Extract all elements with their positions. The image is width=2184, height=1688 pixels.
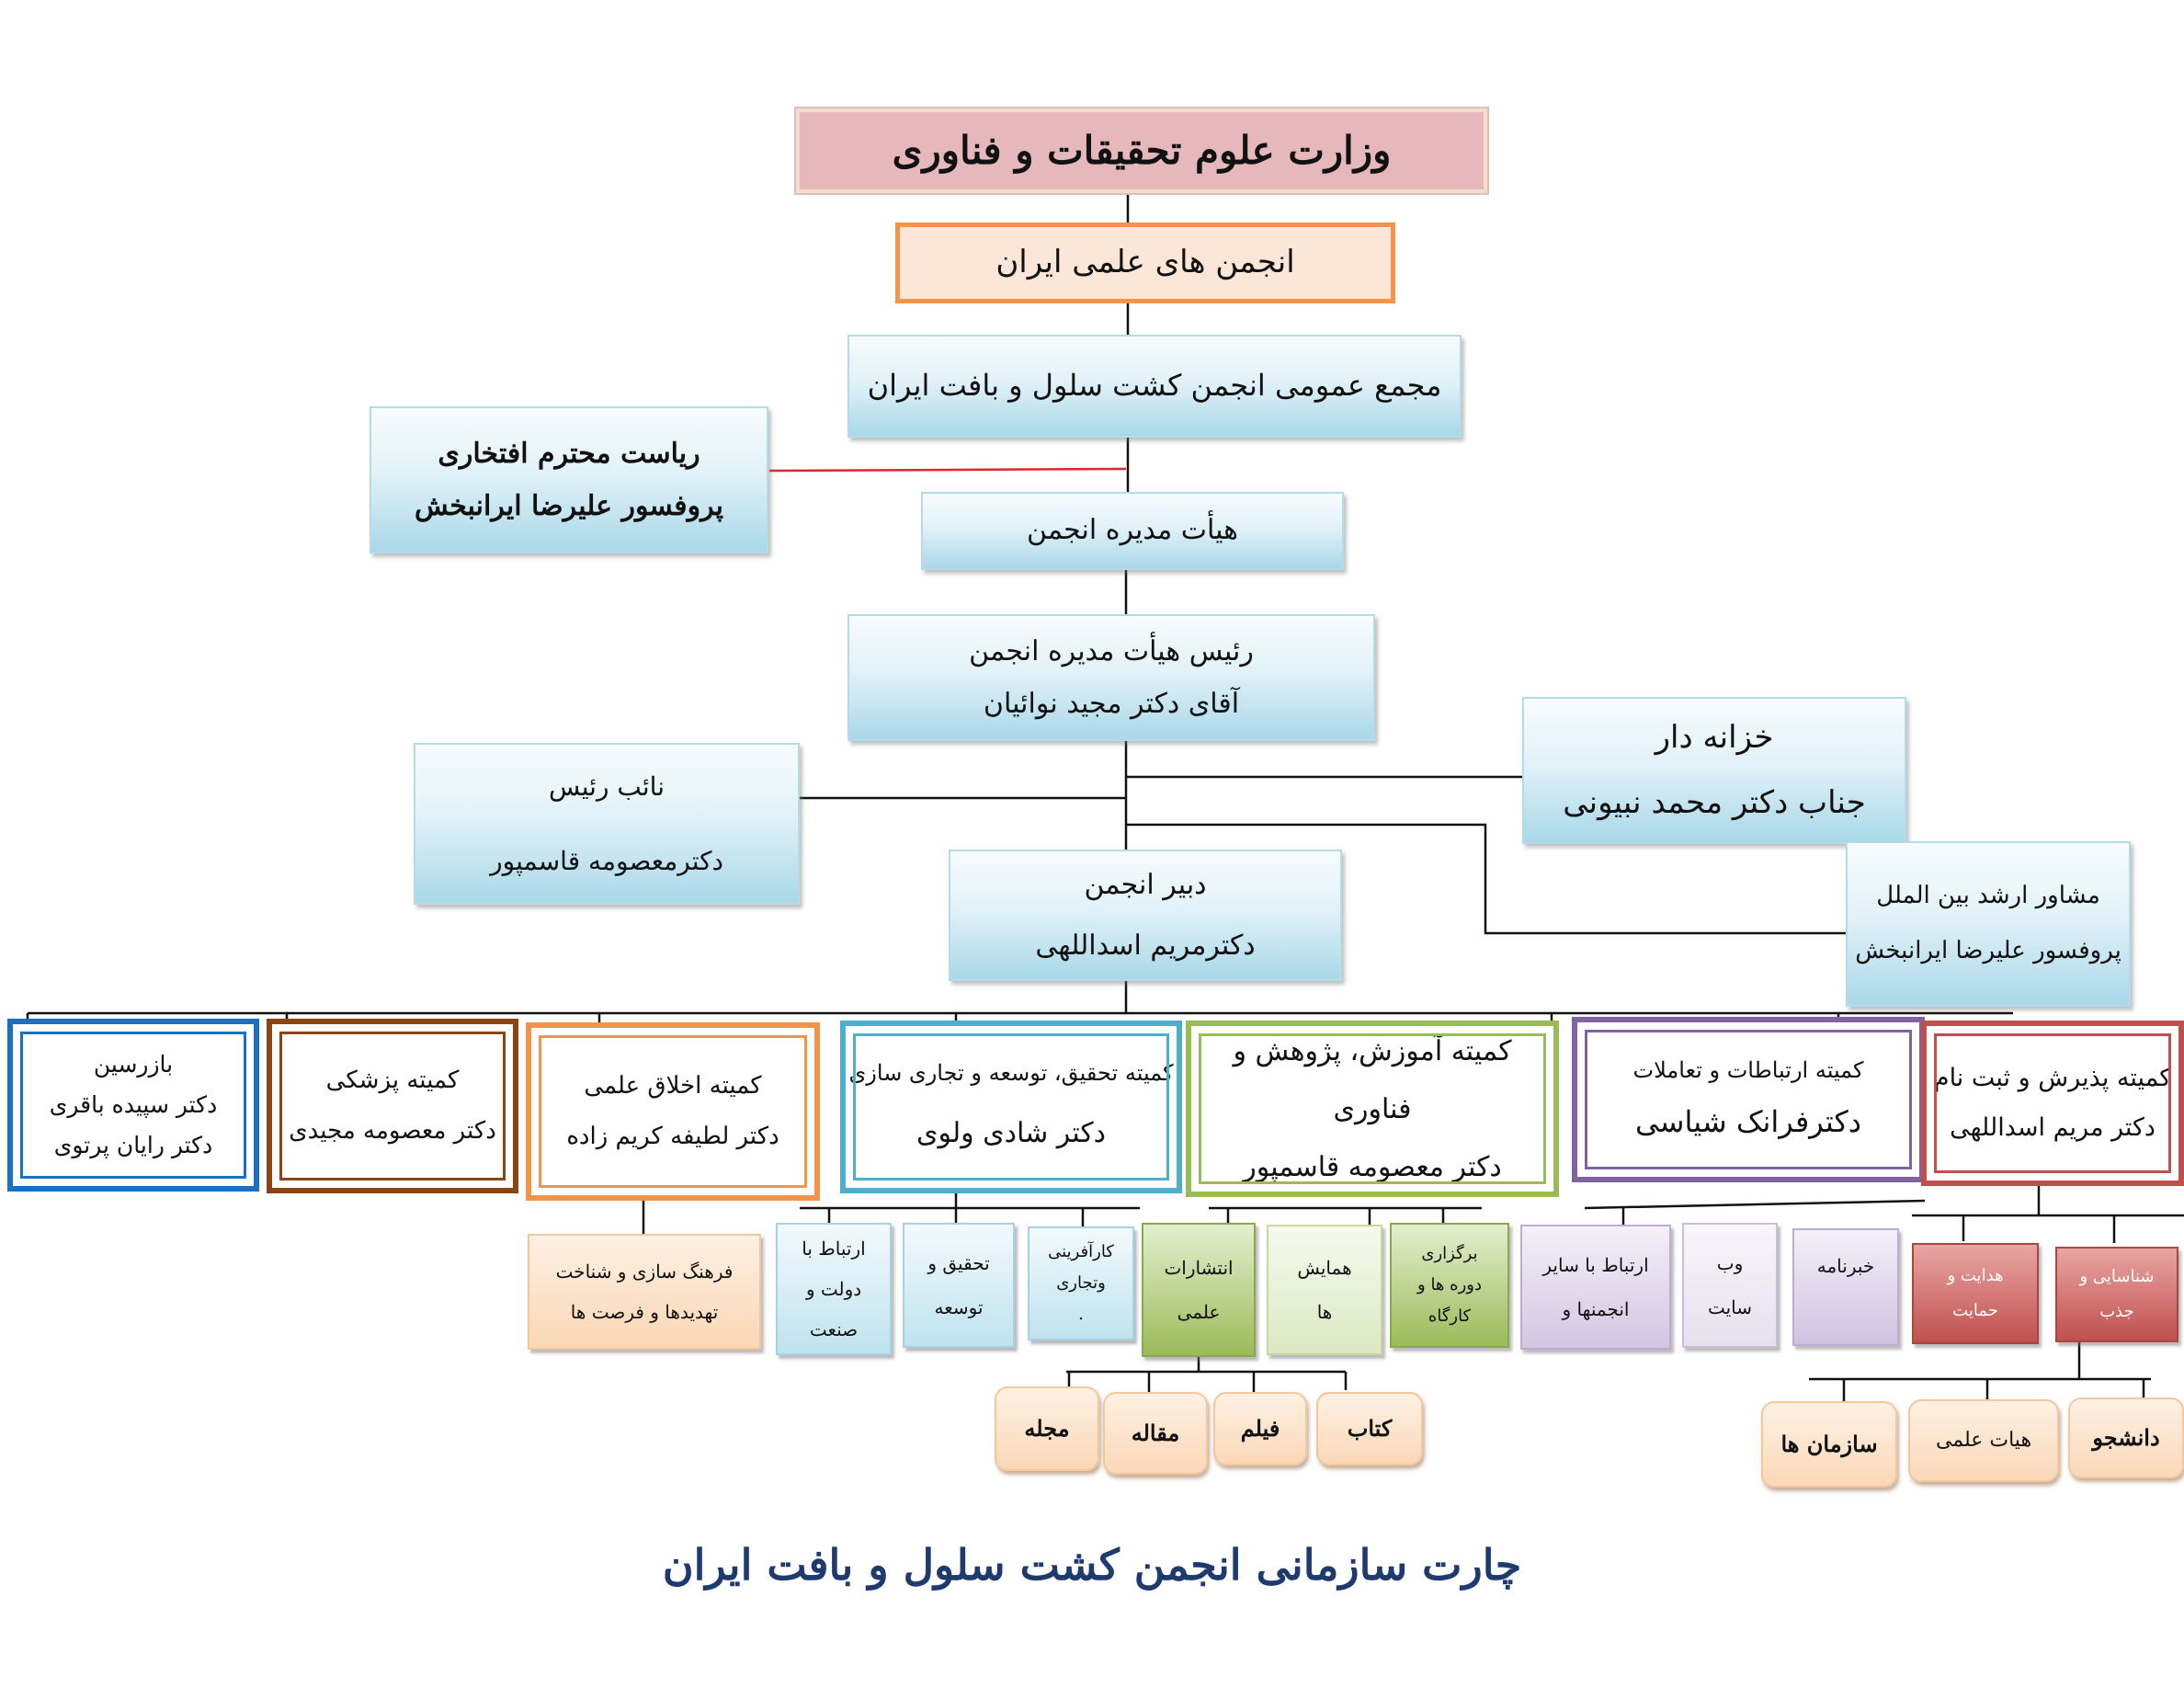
culture-line-1: فرهنگ سازی و شناخت: [555, 1260, 734, 1283]
honorary-president-box: [370, 406, 768, 553]
committee-ethics: [526, 1022, 820, 1201]
gov-line-2: دولت و: [805, 1278, 862, 1300]
ministry-label: وزارت علوم تحقیقات و فناوری: [892, 127, 1392, 173]
advisor-box: [1846, 841, 2131, 1007]
ethics-head: دکتر لطیفه کریم زاده: [566, 1123, 779, 1150]
subunit-guidance: [1912, 1243, 2039, 1344]
journal-label: مجله: [1024, 1414, 1070, 1442]
treasurer-box: [1522, 697, 1906, 844]
pill-faculty: [1908, 1399, 2059, 1482]
committee-communications: [1572, 1017, 1925, 1182]
pill-organizations: [1761, 1401, 1897, 1488]
subunit-rnd: [903, 1223, 1015, 1348]
rnd-line-1: تحقیق و: [927, 1252, 990, 1274]
general-assembly-box: [847, 335, 1462, 438]
vice-president-box: [414, 743, 800, 905]
secretary-box: [949, 850, 1342, 981]
gov-line-1: ارتباط با: [802, 1237, 866, 1260]
workshops-line-2: دوره ها و: [1417, 1274, 1482, 1295]
book-label: کتاب: [1347, 1414, 1393, 1442]
advisor-name: پروفسور علیرضا ایرانبخش: [1855, 937, 2121, 964]
subunit-newsletter: [1792, 1228, 1899, 1346]
film-label: فیلم: [1240, 1414, 1280, 1442]
entre-line-1: کارآفرینی: [1048, 1241, 1114, 1261]
vice-name: دکترمعصومه قاسمپور: [490, 846, 723, 876]
general-assembly-label: مجمع عمومی انجمن کشت سلول و بافت ایران: [867, 368, 1442, 404]
other-soc-line-1: ارتباط با سایر: [1542, 1254, 1649, 1276]
conf-line-2: ها: [1316, 1301, 1333, 1323]
inspectors-member-1: دکتر سپیده باقری: [49, 1091, 218, 1119]
honorary-name: پروفسور علیرضا ایرانبخش: [415, 490, 724, 522]
culture-line-2: تهدیدها و فرصت ها: [570, 1301, 719, 1323]
pill-student: [2068, 1397, 2184, 1478]
student-label: دانشجو: [2092, 1423, 2160, 1451]
education-head: دکتر معصومه قاسمپور: [1243, 1150, 1502, 1183]
entre-line-3: .: [1078, 1305, 1084, 1325]
faculty-label: هیات علمی: [1935, 1429, 2032, 1453]
treasurer-name: جناب دکتر محمد نبیونی: [1563, 784, 1866, 821]
pubs-line-1: انتشارات: [1164, 1257, 1234, 1279]
societies-label: انجمن های علمی ایران: [995, 244, 1295, 281]
inspectors-member-2: دکتر رایان پرتوی: [53, 1131, 213, 1158]
workshops-line-3: کارگاه: [1428, 1306, 1472, 1327]
education-title: کمیته آموزش، پژوهش و فناوری: [1233, 1034, 1512, 1125]
other-soc-line-2: انجمنها و: [1562, 1298, 1630, 1320]
subunit-entrepreneurship: [1028, 1226, 1134, 1340]
communications-title: کمیته ارتباطات و تعاملات: [1632, 1057, 1864, 1083]
pill-journal: [995, 1386, 1099, 1471]
chair-title: رئیس هیأت مدیره انجمن: [969, 635, 1254, 667]
website-line-1: وب: [1716, 1252, 1744, 1274]
orgs-label: سازمان ها: [1780, 1430, 1878, 1457]
committee-admission: [1921, 1021, 2184, 1186]
conf-line-1: همایش: [1297, 1257, 1352, 1279]
rnd-line-2: توسعه: [934, 1296, 984, 1318]
admission-title: کمیته پذیرش و ثبت نام: [1933, 1064, 2172, 1092]
board-label: هیأت مدیره انجمن: [1027, 514, 1238, 547]
subunit-workshops: [1390, 1223, 1509, 1348]
subunit-gov-industry: [776, 1223, 892, 1355]
workshops-line-1: برگزاری: [1421, 1243, 1478, 1263]
gov-line-3: صنعت: [809, 1318, 859, 1340]
committee-research: [840, 1021, 1182, 1193]
ministry-box: [796, 108, 1487, 193]
subunit-conferences: [1267, 1225, 1382, 1355]
newsletter-label: خبرنامه: [1816, 1255, 1875, 1277]
admission-head: دکتر مریم اسداللهی: [1950, 1113, 2156, 1142]
ethics-title: کمیته اخلاق علمی: [584, 1072, 762, 1101]
research-title: کمیته تحقیق، توسعه و تجاری سازی: [848, 1060, 1174, 1087]
medical-title: کمیته پزشکی: [325, 1066, 460, 1095]
committee-inspectors: [7, 1019, 259, 1192]
subunit-other-societies: [1520, 1225, 1671, 1350]
advisor-title: مشاور ارشد بین الملل: [1876, 882, 2100, 910]
societies-box: [895, 222, 1395, 303]
pill-film: [1213, 1392, 1307, 1466]
communications-head: دکترفرانک شیاسی: [1634, 1104, 1862, 1139]
subunit-website: [1682, 1223, 1778, 1348]
board-box: [921, 492, 1344, 570]
subunit-recruitment: [2055, 1247, 2178, 1342]
inspectors-title: بازرسین: [93, 1051, 174, 1078]
secretary-name: دکترمریم اسداللهی: [1035, 929, 1256, 962]
article-label: مقاله: [1131, 1419, 1180, 1446]
chair-name: آقای دکتر مجید نوائیان: [983, 688, 1240, 720]
honorary-title: ریاست محترم افتخاری: [438, 438, 700, 470]
medical-head: دکتر معصومه مجیدی: [289, 1117, 496, 1145]
committee-medical: [267, 1019, 518, 1193]
chair-box: [847, 614, 1375, 741]
secretary-title: دبیر انجمن: [1084, 868, 1207, 901]
entre-line-2: وتجاری: [1056, 1272, 1106, 1293]
chart-caption: چارت سازمانی انجمن کشت سلول و بافت ایران: [662, 1540, 1522, 1590]
subunit-publications: [1142, 1223, 1256, 1357]
recruit-line-2: جذب: [2099, 1302, 2134, 1321]
research-head: دکتر شادی ولوی: [916, 1116, 1107, 1149]
committee-education: [1186, 1021, 1559, 1197]
treasurer-title: خزانه دار: [1655, 718, 1774, 756]
website-line-2: سایت: [1707, 1296, 1753, 1318]
recruit-line-1: شناسایی و: [2079, 1267, 2155, 1287]
guidance-line-2: حمایت: [1952, 1301, 1998, 1320]
subunit-culture: [528, 1234, 761, 1350]
vice-title: نائب رئیس: [549, 770, 665, 802]
pubs-line-2: علمی: [1177, 1301, 1221, 1323]
pill-book: [1316, 1392, 1423, 1466]
guidance-line-1: هدایت و: [1947, 1266, 2004, 1286]
pill-article: [1103, 1392, 1208, 1475]
